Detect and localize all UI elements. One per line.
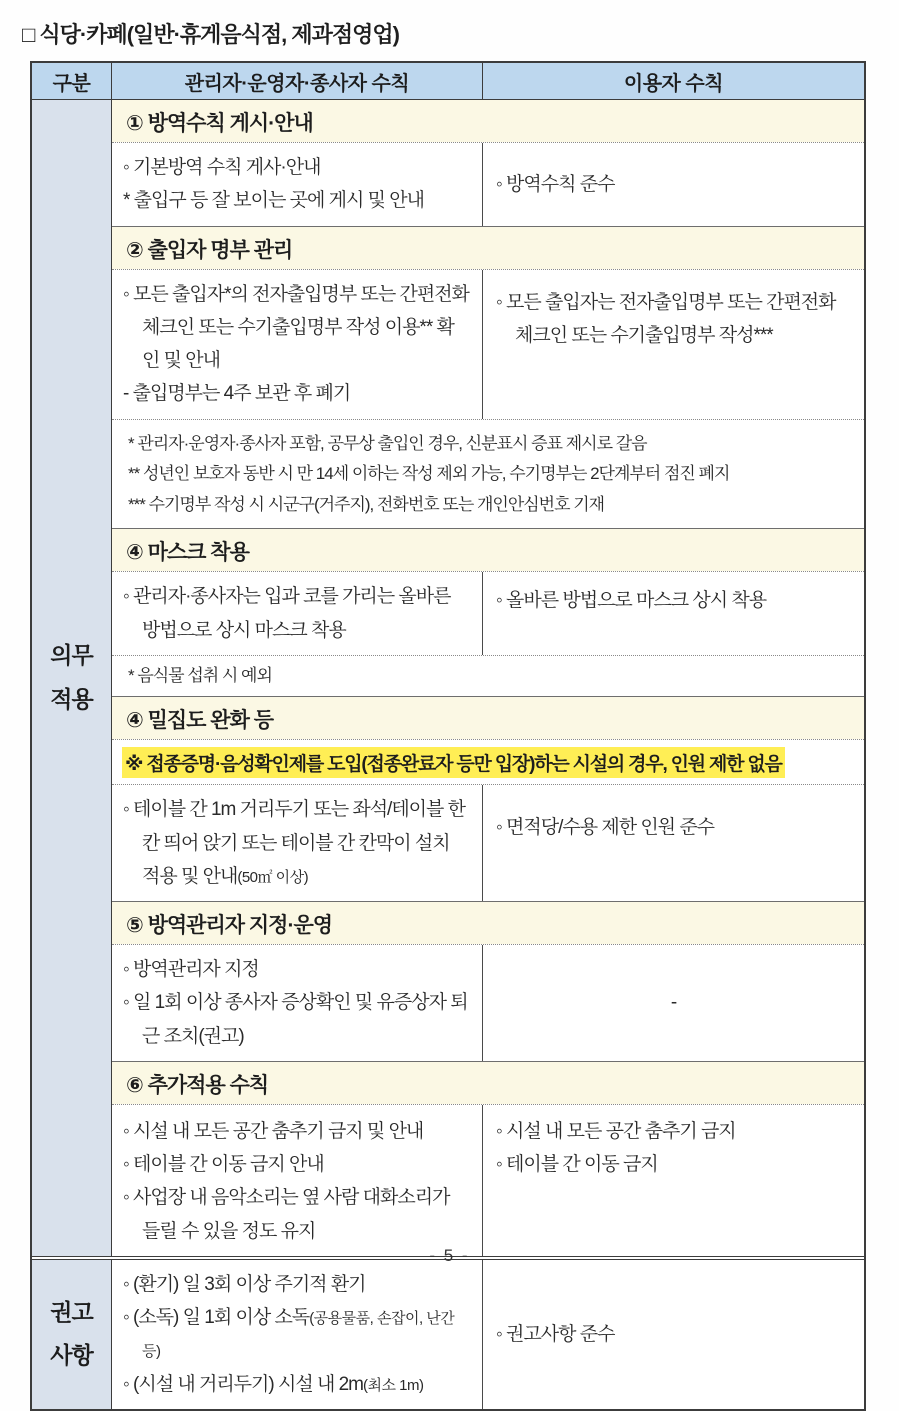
section-6-manager-cell (112, 1105, 483, 1256)
header-col-group: 구분 (32, 63, 112, 99)
section-6-header (112, 1061, 864, 1104)
rule-line: ◦ 올바른 방법으로 마스크 상시 착용 (496, 590, 767, 612)
section-1-title: ① 방역수칙 게시·안내 (126, 112, 313, 135)
section-4-user-cell (483, 785, 864, 901)
section-5-header (112, 901, 864, 944)
section-2-footnotes (112, 419, 864, 529)
rule-line: ◦ 방역수칙 준수 (496, 173, 615, 195)
rule-line: - (670, 992, 677, 1014)
group-label-mandatory (32, 100, 112, 1256)
rule-line: ◦ 시설 내 모든 공간 춤추기 금지 및 안내 (123, 1120, 424, 1142)
section-1-header (112, 100, 864, 142)
footnote-line: * 음식물 섭취 시 예외 (128, 665, 272, 685)
section-3-header (112, 528, 864, 571)
rule-text-small: (최소 1m) (363, 1376, 424, 1394)
group-mandatory (32, 100, 864, 1256)
section-3-content (112, 571, 864, 655)
section-4-manager-cell (112, 785, 483, 901)
rule-text-small: (공용물품, 손잡이, 난간 등) (142, 1310, 455, 1361)
recommended-row (112, 1260, 864, 1409)
rule-line: ◦ 일 1회 이상 종사자 증상확인 및 유증상자 퇴근 조치(권고) (123, 992, 468, 1047)
section-2-manager-cell (112, 270, 483, 419)
section-5-manager-cell (112, 945, 483, 1061)
page-number: - 5 - (429, 1246, 470, 1265)
highlighted-note: ※ 접종증명·음성확인제를 도입(접종완료자 등만 입장)하는 시설의 경우, 인원 제한 없음 (122, 747, 785, 778)
section-1-user-cell (483, 143, 864, 226)
document-title: □ 식당·카페(일반·휴게음식점, 제과점영업) (22, 22, 399, 47)
header-col-user-rules: 이용자 수칙 (623, 73, 724, 95)
mandatory-content (112, 100, 864, 1256)
recommended-user-cell (483, 1260, 864, 1409)
section-5-title: ⑤ 방역관리자 지정·운영 (126, 914, 333, 938)
rule-line: ◦ 방역관리자 지정 (123, 959, 259, 981)
rule-line: ◦ 테이블 간 이동 금지 (496, 1154, 658, 1176)
section-6-content (112, 1104, 864, 1256)
rule-line: * 출입구 등 잘 보이는 곳에 게시 및 안내 (123, 190, 424, 212)
section-5-user-cell (483, 945, 864, 1061)
section-2-header (112, 226, 864, 269)
rule-text: ◦ 테이블 간 1m 거리두기 또는 좌석/테이블 한 칸 띄어 앉기 또는 테이블 간 칸막이 설치 적용 및 안내 (123, 799, 466, 887)
section-3-user-cell (483, 572, 864, 655)
rule-text: ◦ (시설 내 거리두기) 시설 내 2m (123, 1373, 363, 1395)
section-2-title: ② 출입자 명부 관리 (126, 238, 293, 262)
rule-line: ◦ 면적당/수용 제한 인원 준수 (496, 817, 715, 839)
table-header-row (32, 63, 864, 100)
rule-text: ◦ (소독) 일 1회 이상 소독 (123, 1307, 310, 1329)
section-3-manager-cell (112, 572, 483, 655)
section-6-user-cell (483, 1105, 864, 1256)
footnote-line: *** 수기명부 작성 시 시군구(거주지), 전화번호 또는 개인안심번호 기재 (128, 494, 605, 514)
rule-line: ◦ 테이블 간 이동 금지 안내 (123, 1154, 324, 1176)
rules-table (30, 61, 866, 1411)
rule-line: ◦ 시설 내 모든 공간 춤추기 금지 (496, 1120, 736, 1142)
rule-text-small: (50㎡ 이상) (237, 868, 309, 886)
rule-line: - 출입명부는 4주 보관 후 폐기 (123, 383, 351, 405)
section-4-highlight-row (112, 739, 864, 784)
group-label-recommended-text: 권고 사항 (50, 1298, 93, 1369)
rule-line: ◦ 모든 출입자*의 전자출입명부 또는 간편전화 체크인 또는 수기출입명부 작성 이용** 확인 및 안내 (123, 283, 469, 371)
section-4-title: ④ 밀집도 완화 등 (126, 709, 273, 733)
rule-line (123, 1301, 471, 1368)
section-4-header (112, 696, 864, 739)
group-label-recommended (32, 1260, 112, 1409)
section-2-user-cell (483, 270, 864, 419)
footnote-line: * 관리자·운영자·종사자 포함, 공무상 출입인 경우, 신분표시 증표 제시로 갈음 (128, 433, 647, 453)
section-4-content (112, 784, 864, 901)
rule-line: ◦ 관리자·종사자는 입과 코를 가리는 올바른 방법으로 상시 마스크 착용 (123, 586, 451, 641)
group-recommended (32, 1256, 864, 1409)
section-3-title: ④ 마스크 착용 (126, 541, 249, 565)
group-label-mandatory-text: 의무 적용 (50, 642, 93, 712)
rule-line: ◦ 기본방역 수칙 게사·안내 (123, 157, 321, 178)
recommended-manager-cell (112, 1260, 483, 1409)
rule-line (123, 1368, 471, 1401)
section-6-title: ⑥ 추가적용 수칙 (126, 1073, 269, 1097)
header-col-manager-rules: 관리자·운영자·종사자 수칙 (112, 63, 483, 99)
section-2-content (112, 269, 864, 419)
rule-line: ◦ 권고사항 준수 (496, 1323, 615, 1345)
rule-line: ◦ 모든 출입자는 전자출입명부 또는 간편전화 체크인 또는 수기출입명부 작성*** (496, 291, 836, 346)
rule-line: ◦ (환기) 일 3회 이상 주기적 환기 (123, 1273, 366, 1295)
recommended-content (112, 1260, 864, 1409)
section-1-content (112, 142, 864, 226)
footnote-line: ** 성년인 보호자 동반 시 만 14세 이하는 작성 제외 가능, 수기명부는 2단계부터 점진 폐지 (128, 464, 730, 484)
section-3-footnote (112, 655, 864, 697)
rule-line (123, 793, 471, 893)
section-1-manager-cell (112, 143, 483, 226)
rule-line: ◦ 사업장 내 음악소리는 옆 사람 대화소리가 들릴 수 있을 정도 유지 (123, 1187, 450, 1242)
section-5-content (112, 944, 864, 1061)
